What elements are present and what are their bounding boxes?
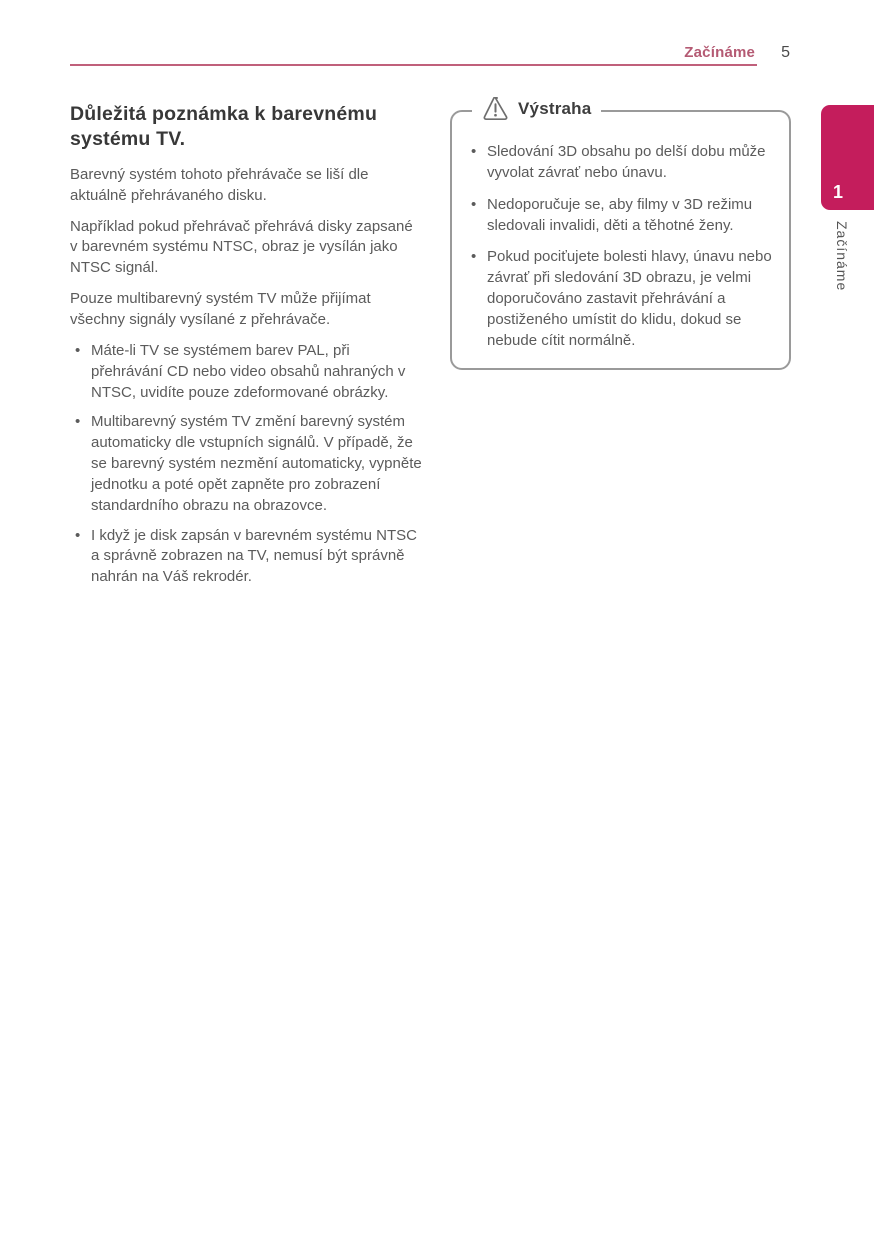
warning-triangle-icon: [482, 97, 509, 121]
article-heading: Důležitá poznámka k barevnému systému TV.: [70, 103, 378, 150]
chapter-tab: [821, 105, 874, 210]
chapter-side-label: Začínáme: [834, 221, 850, 292]
header-section-label: Začínáme: [684, 44, 756, 61]
warning-bullet-list: [466, 142, 775, 352]
page-header: [70, 44, 790, 62]
list-item: • Pokud pociťujete bolesti hlavy, únavu nebo závrať při sledování 3D obrazu, je velmi doporučováno zastavit přehrávání a postiženého umístit do klidu, dokud se nebude cítit normálně.: [466, 247, 775, 351]
list-item: • I když je disk zapsán v barevném systému NTSC a správně zobrazen na TV, nemusí být správně nahrán na Váš rekrodér.: [70, 526, 422, 589]
bullet-list: [70, 341, 422, 588]
chapter-number: 1: [833, 182, 844, 202]
paragraph: Pouze multibarevný systém TV může přijímat všechny signály vysílané z přehrávače.: [70, 290, 371, 328]
warning-box: [450, 99, 791, 370]
warning-title: Výstraha: [518, 99, 592, 118]
paragraph: Barevný systém tohoto přehrávače se liší dle aktuálně přehrávaného disku.: [70, 165, 369, 204]
list-item: • Sledování 3D obsahu po delší dobu může vyvolat závrať nebo únavu.: [466, 142, 775, 184]
header-rule: [70, 64, 757, 66]
left-column: [70, 102, 422, 597]
list-item: • Multibarevný systém TV změní barevný systém automaticky dle vstupních signálů. V případě, že se barevný systém nezmění automaticky, vypněte jednotku a poté opět zapněte pro zobrazení standardního obrazu na obrazovce.: [70, 412, 422, 516]
warning-legend: [472, 97, 601, 121]
paragraph: Například pokud přehrávač přehrává disky zapsané v barevném systému NTSC, obraz je vysílán jako NTSC signál.: [70, 217, 413, 277]
list-item: • Máte-li TV se systémem barev PAL, při přehrávání CD nebo video obsahů nahraných v NTSC, uvidíte pouze zdeformované obrázky.: [70, 341, 422, 404]
page-number: 5: [781, 44, 790, 61]
list-item: • Nedoporučuje se, aby filmy v 3D režimu sledovali invalidi, děti a těhotné ženy.: [466, 195, 775, 237]
